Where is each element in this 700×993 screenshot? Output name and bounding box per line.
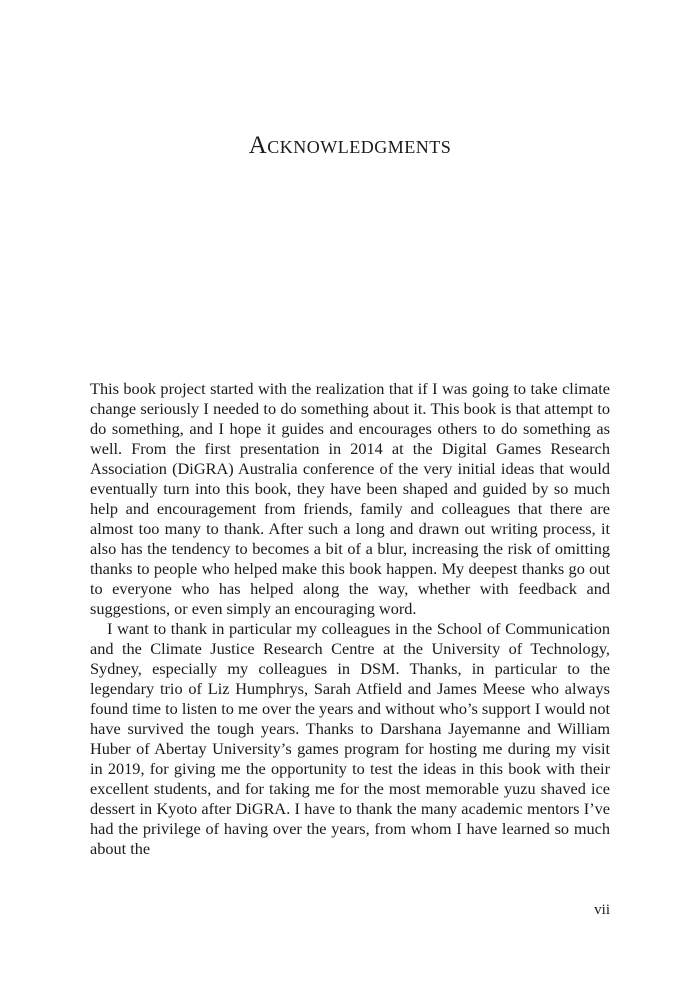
paragraph-1: This book project started with the realization that if I was going to take climate change seriously I needed to do something about it. This book is that attempt to do something, and I hope it guides and encourages others to do something as well. From the first presentation in 2014 at the Digital Games Research Association (DiGRA) Australia conference of the very initial ideas that would eventually turn into this book, they have been shaped and guided by so much help and encouragement from friends, family and colleagues that there are almost too many to thank. After such a long and drawn out writing process, it also has the tendency to becomes a bit of a blur, increasing the risk of omitting thanks to people who helped make this book happen. My deepest thanks go out to everyone who has helped along the way, whether with feedback and suggestions, or even simply an encouraging word. bbox=[90, 379, 610, 618]
body-text bbox=[90, 379, 610, 859]
paragraph-2: I want to thank in particular my colleagues in the School of Communication and the Climate Justice Research Centre at the University of Technology, Sydney, especially my colleagues in DSM. Thanks, in particular to the legendary trio of Liz Humphrys, Sarah Atfield and James Meese who always found time to listen to me over the years and without who’s support I would not have survived the tough years. Thanks to Darshana Jayemanne and William Huber of Abertay University’s games program for hosting me during my visit in 2019, for giving me the opportunity to test the ideas in this book with their excellent students, and for taking me for the most memorable yuzu shaved ice dessert in Kyoto after DiGRA. I have to thank the many academic mentors I’ve had the privilege of having over the years, from whom I have learned so much about the bbox=[90, 619, 610, 858]
page-title: Acknowledgments bbox=[248, 132, 452, 159]
page-number: vii bbox=[594, 902, 610, 918]
